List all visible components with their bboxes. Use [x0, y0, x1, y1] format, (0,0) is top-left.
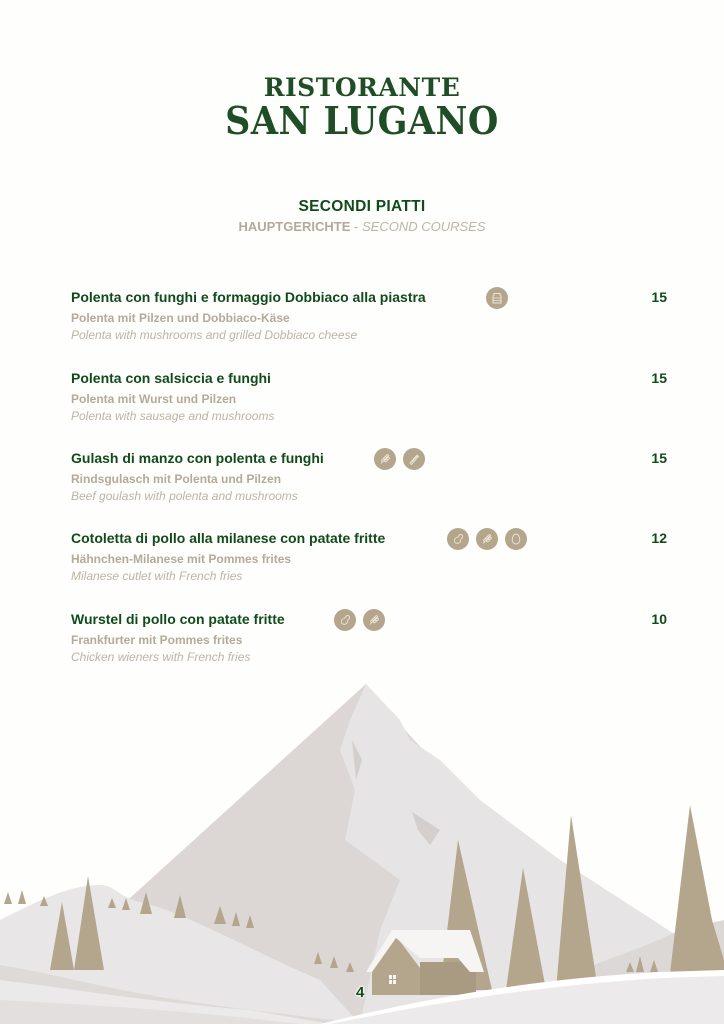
- gluten-icon: [374, 448, 396, 470]
- dish-price: 15: [651, 370, 667, 386]
- dish-price: 15: [651, 289, 667, 305]
- restaurant-logo: [0, 73, 724, 143]
- celery-icon: [403, 448, 425, 470]
- dish-name-en: Milanese cutlet with French fries: [71, 569, 243, 583]
- menu-item: [71, 449, 667, 504]
- gluten-icon: [363, 609, 385, 631]
- dish-name-it: Cotoletta di pollo alla milanese con patate fritte: [71, 530, 386, 546]
- logo-line-ristorante: RISTORANTE: [263, 73, 461, 102]
- dish-name-de: Hähnchen-Milanese mit Pommes frites: [71, 552, 292, 566]
- gluten-icon: [476, 528, 498, 550]
- peanut-icon: [447, 528, 469, 550]
- allergen-icons: [334, 609, 385, 631]
- menu-item: [71, 610, 667, 665]
- dish-name-it: Wurstel di pollo con patate fritte: [71, 611, 285, 627]
- allergen-icons: [374, 448, 425, 470]
- page-number: 4: [356, 984, 365, 1001]
- peanut-icon: [334, 609, 356, 631]
- subtitle-separator: -: [350, 219, 362, 234]
- logo-line-san-lugano: SAN LUGANO: [225, 98, 499, 143]
- dish-name-it: Polenta con funghi e formaggio Dobbiaco alla piastra: [71, 289, 426, 305]
- menu-item: [71, 529, 667, 584]
- dish-price: 10: [651, 611, 667, 627]
- dish-name-de: Frankfurter mit Pommes frites: [71, 633, 243, 647]
- menu-item: [71, 369, 667, 424]
- dish-name-en: Beef goulash with polenta and mushrooms: [71, 489, 298, 503]
- dish-price: 15: [651, 450, 667, 466]
- section-subtitle: [0, 219, 724, 234]
- dish-name-en: Polenta with sausage and mushrooms: [71, 409, 275, 423]
- milk-icon: [486, 287, 508, 309]
- section-title: SECONDI PIATTI: [298, 198, 426, 215]
- section-subtitle-de: HAUPTGERICHTE: [238, 219, 351, 234]
- dish-name-en: Chicken wieners with French fries: [71, 650, 251, 664]
- mountain-landscape-illustration: [0, 680, 724, 1024]
- menu-item: [71, 288, 667, 343]
- allergen-icons: [486, 287, 508, 309]
- dish-name-en: Polenta with mushrooms and grilled Dobbiaco cheese: [71, 328, 358, 342]
- egg-icon: [505, 528, 527, 550]
- dish-name-de: Polenta mit Pilzen und Dobbiaco-Käse: [71, 311, 290, 325]
- dish-price: 12: [651, 530, 667, 546]
- dish-name-de: Rindsgulasch mit Polenta und Pilzen: [71, 472, 282, 486]
- section-subtitle-en: SECOND COURSES: [361, 219, 486, 234]
- section-header: [0, 198, 724, 234]
- dish-name-it: Polenta con salsiccia e funghi: [71, 370, 271, 386]
- dish-name-de: Polenta mit Wurst und Pilzen: [71, 392, 237, 406]
- allergen-icons: [447, 528, 527, 550]
- dish-name-it: Gulash di manzo con polenta e funghi: [71, 450, 324, 466]
